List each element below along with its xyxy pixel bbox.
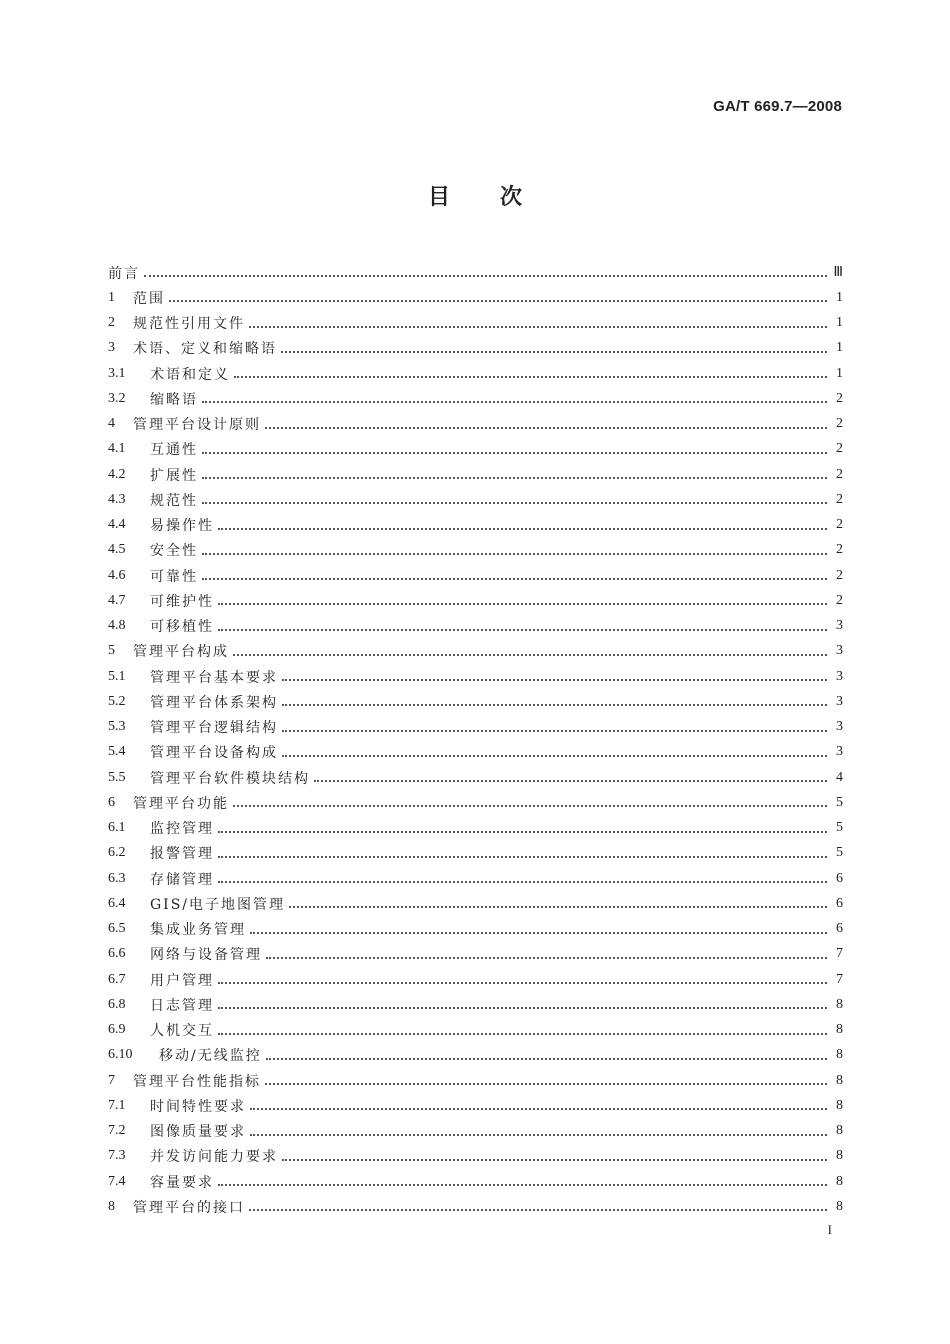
toc-entry-label: 报警管理 [150, 846, 214, 863]
dot-leader [282, 678, 827, 681]
dot-leader [169, 299, 827, 302]
footer-page-number: I [827, 1222, 832, 1237]
toc-title-char-1: 目 [427, 185, 450, 210]
toc-entry[interactable] [108, 412, 843, 437]
dot-leader [281, 350, 827, 353]
toc-entry-label: 人机交互 [150, 1023, 214, 1040]
dot-leader [202, 577, 827, 580]
toc-entry-number: 5.5 [108, 769, 126, 785]
toc-entry-page: 2 [836, 491, 843, 507]
toc-entry-label: 管理平台性能指标 [133, 1073, 261, 1090]
toc-entry[interactable] [108, 816, 843, 841]
toc-entry-label: 并发访问能力要求 [150, 1149, 278, 1166]
table-of-contents [108, 260, 843, 1220]
dot-leader [234, 375, 827, 378]
toc-entry[interactable] [108, 1144, 843, 1169]
dot-leader [202, 400, 827, 403]
toc-entry-page: 1 [836, 340, 843, 356]
toc-entry-page: 2 [836, 517, 843, 533]
toc-entry[interactable] [108, 1194, 843, 1219]
toc-entry[interactable] [108, 563, 843, 588]
toc-entry-page: 7 [836, 946, 843, 962]
dot-leader [289, 905, 827, 908]
toc-entry-number: 4.6 [108, 567, 126, 583]
dot-leader [266, 956, 827, 959]
toc-entry[interactable] [108, 715, 843, 740]
toc-entry[interactable] [108, 462, 843, 487]
dot-leader [218, 880, 827, 883]
toc-entry[interactable] [108, 285, 843, 310]
toc-entry[interactable] [108, 361, 843, 386]
toc-title [0, 180, 950, 211]
toc-entry-page: 3 [836, 693, 843, 709]
toc-entry-label: GIS/电子地图管理 [150, 896, 286, 913]
toc-entry-label: 移动/无线监控 [159, 1048, 262, 1065]
toc-entry-page: 1 [836, 315, 843, 331]
toc-title-char-2: 次 [500, 185, 523, 210]
dot-leader [250, 1107, 827, 1110]
toc-entry[interactable] [108, 639, 843, 664]
dot-leader [144, 274, 827, 277]
dot-leader [218, 981, 827, 984]
toc-entry-number: 6.4 [108, 895, 126, 911]
toc-entry-number: 6 [108, 794, 115, 810]
toc-entry-number: 3 [108, 340, 115, 356]
toc-entry-label: 网络与设备管理 [150, 947, 262, 964]
toc-entry-page: 6 [836, 895, 843, 911]
toc-entry-label: 易操作性 [150, 518, 214, 535]
toc-entry-page: 5 [836, 845, 843, 861]
toc-entry-label: 管理平台设计原则 [133, 417, 261, 434]
dot-leader [249, 325, 827, 328]
toc-entry-page: 2 [836, 592, 843, 608]
toc-entry[interactable] [108, 942, 843, 967]
toc-entry-label: 管理平台设备构成 [150, 745, 278, 762]
dot-leader [218, 1006, 827, 1009]
toc-entry-label: 日志管理 [150, 997, 214, 1014]
toc-entry-label: 可靠性 [150, 568, 198, 585]
toc-entry-number: 4.2 [108, 466, 126, 482]
toc-entry-label: 图像质量要求 [150, 1124, 246, 1141]
toc-entry-page: 1 [836, 289, 843, 305]
toc-entry-label: 时间特性要求 [150, 1098, 246, 1115]
toc-entry-label: 存储管理 [150, 871, 214, 888]
toc-entry-label: 前言 [108, 265, 140, 282]
toc-entry-page: 2 [836, 441, 843, 457]
dot-leader [265, 426, 827, 429]
toc-entry[interactable] [108, 260, 843, 285]
toc-entry-page: 8 [836, 1173, 843, 1189]
toc-entry[interactable] [108, 689, 843, 714]
toc-entry-label: 术语和定义 [150, 366, 230, 383]
toc-entry-number: 6.9 [108, 1022, 126, 1038]
toc-entry-page: 8 [836, 1123, 843, 1139]
toc-entry-page: 8 [836, 1072, 843, 1088]
toc-entry-label: 缩略语 [150, 391, 198, 408]
toc-entry-label: 管理平台逻辑结构 [150, 720, 278, 737]
toc-entry-page: 1 [836, 365, 843, 381]
document-code: GA/T 669.7—2008 [713, 98, 842, 115]
toc-entry[interactable] [108, 614, 843, 639]
toc-entry[interactable] [108, 790, 843, 815]
toc-entry-label: 安全性 [150, 543, 198, 560]
toc-entry-number: 4.4 [108, 517, 126, 533]
toc-entry[interactable] [108, 487, 843, 512]
toc-entry-label: 术语、定义和缩略语 [133, 341, 277, 358]
toc-entry-number: 7.1 [108, 1097, 126, 1113]
toc-entry-page: 6 [836, 921, 843, 937]
toc-entry-page: 8 [836, 1148, 843, 1164]
toc-entry[interactable] [108, 513, 843, 538]
dot-leader [250, 1133, 827, 1136]
toc-entry-label: 集成业务管理 [150, 922, 246, 939]
dot-leader [249, 1208, 827, 1211]
toc-entry[interactable] [108, 311, 843, 336]
toc-entry-number: 2 [108, 315, 115, 331]
toc-entry-page: 2 [836, 390, 843, 406]
toc-entry-page: 2 [836, 466, 843, 482]
toc-entry-number: 4.1 [108, 441, 126, 457]
toc-entry-number: 4.3 [108, 491, 126, 507]
toc-entry-label: 管理平台的接口 [133, 1199, 245, 1216]
dot-leader [218, 628, 827, 631]
toc-entry-number: 5 [108, 643, 115, 659]
dot-leader [233, 804, 827, 807]
toc-entry[interactable] [108, 917, 843, 942]
toc-entry-page: Ⅲ [833, 265, 843, 281]
toc-entry-label: 管理平台构成 [133, 644, 229, 661]
toc-entry[interactable] [108, 740, 843, 765]
toc-entry-page: 8 [836, 996, 843, 1012]
toc-entry-number: 5.2 [108, 693, 126, 709]
toc-entry-page: 5 [836, 820, 843, 836]
toc-entry[interactable] [108, 1169, 843, 1194]
toc-entry[interactable] [108, 336, 843, 361]
dot-leader [282, 729, 827, 732]
toc-entry[interactable] [108, 1119, 843, 1144]
dot-leader [218, 830, 827, 833]
toc-entry-number: 6.1 [108, 820, 126, 836]
toc-entry-page: 8 [836, 1047, 843, 1063]
toc-entry[interactable] [108, 765, 843, 790]
toc-entry[interactable] [108, 891, 843, 916]
dot-leader [202, 501, 827, 504]
toc-entry-number: 4 [108, 416, 115, 432]
toc-entry-number: 7.4 [108, 1173, 126, 1189]
toc-entry-label: 监控管理 [150, 821, 214, 838]
toc-entry-page: 3 [836, 643, 843, 659]
dot-leader [250, 931, 827, 934]
toc-entry-label: 扩展性 [150, 467, 198, 484]
toc-entry-page: 3 [836, 719, 843, 735]
toc-entry-number: 6.7 [108, 971, 126, 987]
toc-entry[interactable] [108, 1018, 843, 1043]
toc-entry-number: 6.8 [108, 996, 126, 1012]
toc-entry-label: 管理平台功能 [133, 795, 229, 812]
toc-entry-page: 6 [836, 870, 843, 886]
toc-entry[interactable] [108, 1043, 843, 1068]
toc-entry-number: 3.1 [108, 365, 126, 381]
toc-entry-number: 6.6 [108, 946, 126, 962]
dot-leader [202, 552, 827, 555]
toc-entry[interactable] [108, 664, 843, 689]
toc-entry-page: 3 [836, 744, 843, 760]
toc-entry-page: 2 [836, 416, 843, 432]
toc-entry-number: 7.2 [108, 1123, 126, 1139]
toc-entry-number: 7 [108, 1072, 115, 1088]
toc-entry-number: 6.5 [108, 921, 126, 937]
dot-leader [218, 1032, 827, 1035]
dot-leader [202, 476, 827, 479]
toc-entry-page: 4 [836, 769, 843, 785]
toc-entry[interactable] [108, 1093, 843, 1118]
toc-entry[interactable] [108, 967, 843, 992]
dot-leader [218, 1183, 827, 1186]
toc-entry-number: 1 [108, 289, 115, 305]
toc-entry[interactable] [108, 588, 843, 613]
toc-entry[interactable] [108, 992, 843, 1017]
toc-entry-page: 8 [836, 1022, 843, 1038]
toc-entry-number: 5.1 [108, 668, 126, 684]
toc-entry[interactable] [108, 386, 843, 411]
toc-entry-number: 4.5 [108, 542, 126, 558]
toc-entry-label: 管理平台体系架构 [150, 694, 278, 711]
toc-entry-number: 6.10 [108, 1047, 133, 1063]
dot-leader [218, 855, 827, 858]
dot-leader [314, 779, 827, 782]
toc-entry-page: 8 [836, 1097, 843, 1113]
toc-entry-number: 3.2 [108, 390, 126, 406]
dot-leader [218, 527, 827, 530]
toc-entry-page: 5 [836, 794, 843, 810]
toc-entry[interactable] [108, 841, 843, 866]
dot-leader [282, 754, 827, 757]
dot-leader [202, 451, 827, 454]
toc-entry-number: 4.8 [108, 618, 126, 634]
toc-entry[interactable] [108, 437, 843, 462]
toc-entry-label: 用户管理 [150, 972, 214, 989]
toc-entry-label: 可维护性 [150, 593, 214, 610]
toc-entry-number: 5.3 [108, 719, 126, 735]
dot-leader [282, 703, 827, 706]
toc-entry-label: 可移植性 [150, 619, 214, 636]
toc-entry-label: 规范性 [150, 492, 198, 509]
toc-entry-number: 5.4 [108, 744, 126, 760]
toc-entry-number: 6.3 [108, 870, 126, 886]
toc-entry-number: 6.2 [108, 845, 126, 861]
toc-entry-label: 互通性 [150, 442, 198, 459]
toc-entry-number: 8 [108, 1198, 115, 1214]
dot-leader [265, 1082, 827, 1085]
toc-entry-label: 管理平台软件模块结构 [150, 770, 310, 787]
toc-entry-number: 7.3 [108, 1148, 126, 1164]
toc-entry-page: 8 [836, 1198, 843, 1214]
dot-leader [218, 602, 827, 605]
toc-entry-page: 2 [836, 567, 843, 583]
dot-leader [233, 653, 827, 656]
toc-entry[interactable] [108, 1068, 843, 1093]
toc-entry[interactable] [108, 538, 843, 563]
toc-entry-label: 范围 [133, 290, 165, 307]
toc-entry-page: 2 [836, 542, 843, 558]
toc-entry-label: 管理平台基本要求 [150, 669, 278, 686]
dot-leader [266, 1057, 827, 1060]
toc-entry-number: 4.7 [108, 592, 126, 608]
toc-entry-page: 3 [836, 618, 843, 634]
toc-entry-page: 3 [836, 668, 843, 684]
toc-entry-label: 规范性引用文件 [133, 316, 245, 333]
toc-entry-page: 7 [836, 971, 843, 987]
toc-entry[interactable] [108, 866, 843, 891]
toc-entry-label: 容量要求 [150, 1174, 214, 1191]
dot-leader [282, 1158, 827, 1161]
